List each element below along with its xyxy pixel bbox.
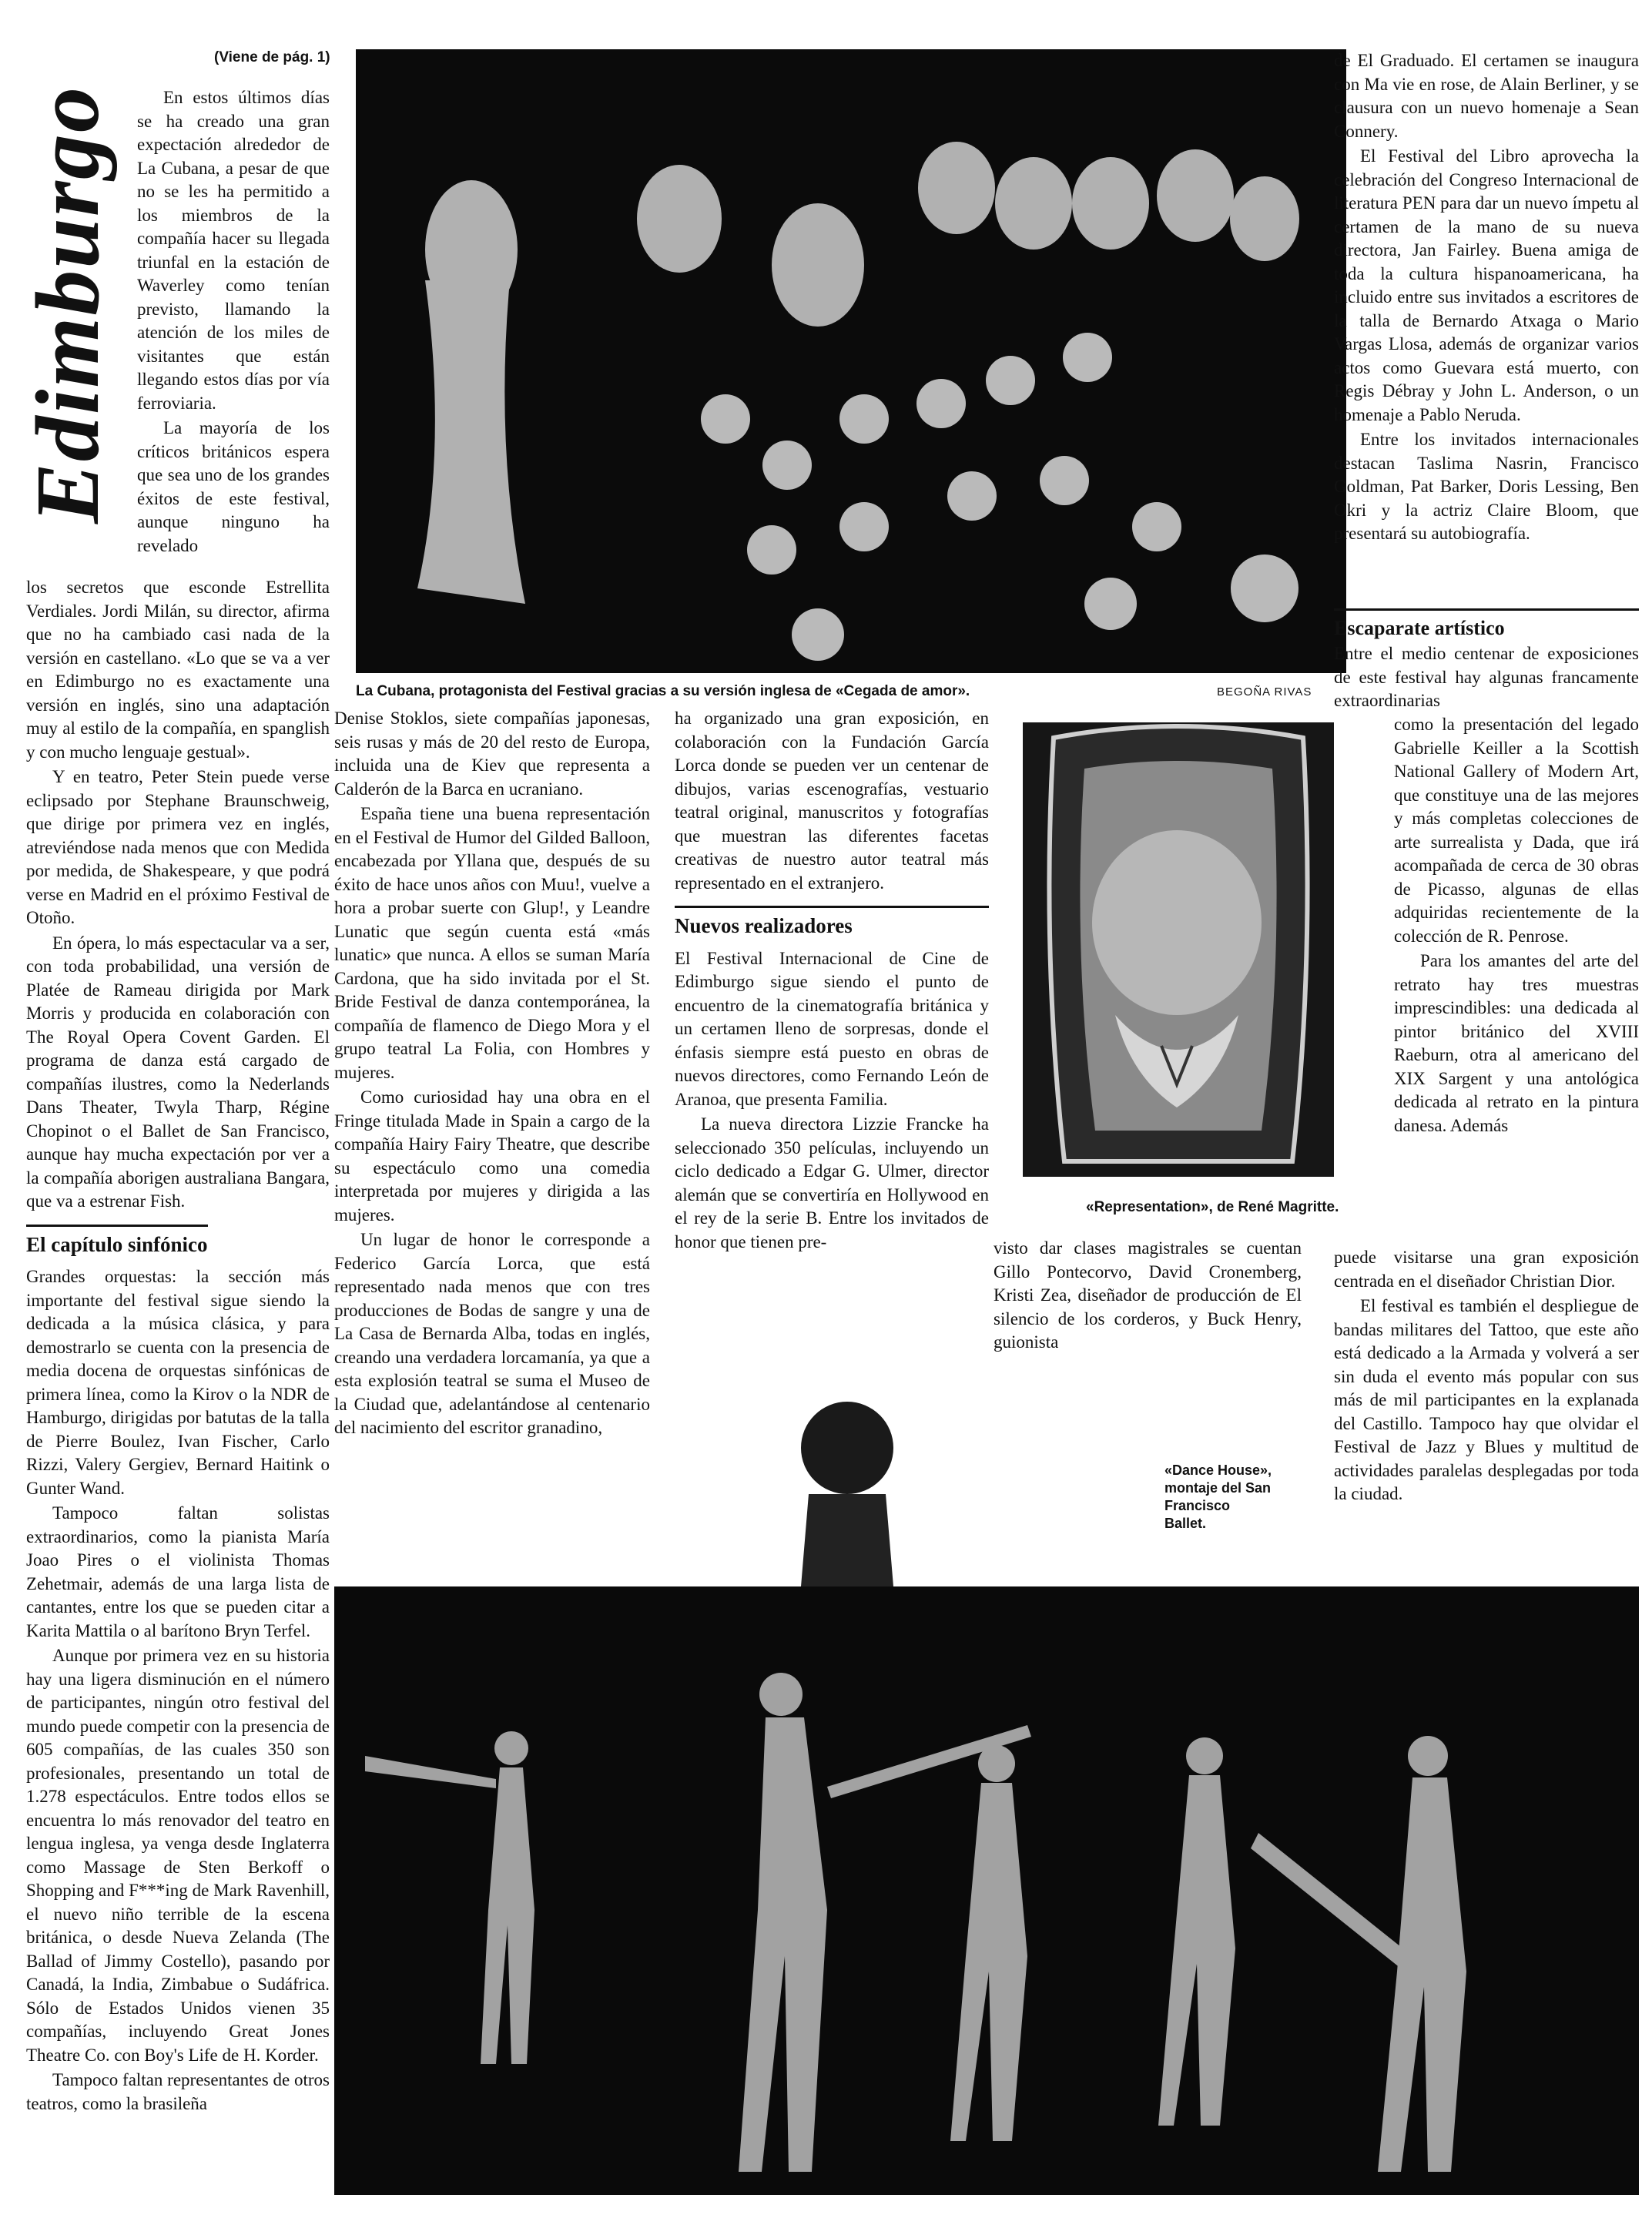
subheading-realizadores: Nuevos realizadores — [675, 906, 989, 938]
paragraph: Para los amantes del arte del retrato hay tres muestras imprescindibles: una dedicada al pintor británico del XVIII Raeburn, otra al americano del XIX Sargent y una antológica dedicada al retrato en la pintura danesa. Además — [1394, 951, 1639, 1135]
article-col1-top — [137, 86, 330, 576]
article-col4 — [994, 1237, 1302, 1360]
paragraph: El festival es también el despliegue de bandas militares del Tattoo, que este año está dedicado a la Armada y volverá a ser sin duda el evento más popular con sus más de mil participantes en la explanada del Castillo. Tampoco hay que olvidar el Festival de Jazz y Blues y multitud de actividades paralelas desplegadas por toda la ciudad. — [1334, 1296, 1639, 1503]
theater-scene-image — [356, 49, 1346, 673]
caption-ballet: «Dance House», montaje del San Francisco Ballet. — [1164, 1462, 1272, 1531]
paragraph: Entre los invitados internacionales destacan Taslima Nasrin, Francisco Goldman, Pat Barker, Doris Lessing, Ben Okri y la actriz Claire Bloom, que presentará su autobiografía. — [1334, 430, 1639, 543]
paragraph: La nueva directora Lizzie Francke ha seleccionado 350 películas, incluyendo un ciclo dedicado a Edgar G. Ulmer, director alemán que se convertiría en Hollywood en el rey de la serie B. Entre los invitados de honor que tienen pre- — [675, 1114, 989, 1251]
paragraph: España tiene una buena representación en el Festival de Humor del Gilded Balloon, encabezada por Yllana que, después de su éxito de hace unos años con Muu!, vuelve a hora a probar suerte con Glup!, y Leandre Lunatic que según cuenta está «más lunatic» que nunca. A ellos se suman María Cardona, que ha sido invitada por el St. Bride Festival de danza contemporánea, la compañía de flamenco de Diego Mora y el grupo teatral La Folia, con Hombres y mujeres. — [334, 804, 650, 1082]
paragraph: los secretos que esconde Estrellita Verdiales. Jordi Milán, su director, afirma que no ha cambiado casi nada de la versión en castellano. «Lo que se va a ver en Edimburgo no es exactamente una versión en inglés, sino una adaptación muy al estilo de la compañía, en spanglish y con mucho lenguaje gestual». — [26, 578, 330, 762]
article-col2 — [334, 707, 650, 1546]
paragraph: Aunque por primera vez en su historia hay una ligera disminución en el número de participantes, ningún otro festival del mundo puede competir con la presencia de 605 compañías, de las cuales 350 son profesionales, presentando un total de 1.278 espectáculos. Entre todos ellos se encuentra lo más renovador del teatro en lengua inglesa, ya venga desde Inglaterra como Massage de Sten Berkoff o Shopping and F***ing de Mark Ravenhill, el nuevo niño terrible de la escena británica, o desde Nueva Zelanda (The Ballad of Jimmy Costello), pasando por Canadá, la India, Zimbabue o Sudáfrica. Sólo de Estados Unidos vienen 35 compañías, incluyendo Great Jones Theatre Co. con Boy's Life de H. Korder. — [26, 1646, 330, 2065]
continuation-note: (Viene de pág. 1) — [214, 49, 330, 65]
photo-la-cubana — [356, 49, 1346, 673]
article-col5-lead — [1334, 642, 1639, 713]
article-col5-top — [1334, 49, 1639, 604]
paragraph: visto dar clases magistrales se cuentan Gillo Pontecorvo, David Cronemberg, Kristi Zea, diseñador de producción de El silencio de los corderos, y Buck Henry, guionista — [994, 1238, 1302, 1352]
paragraph: Como curiosidad hay una obra en el Fringe titulada Made in Spain a cargo de la compañía Hairy Fairy Theatre, que describe su espectáculo como una comedia interpretada por mujeres y dirigida a las mujeres. — [334, 1087, 650, 1225]
paragraph: Denise Stoklos, siete compañías japonesas, seis rusas y más de 20 del resto de Europa, incluida una de Kiev que representa a Calderón de la Barca en ucraniano. — [334, 709, 650, 799]
photo-credit: BEGOÑA RIVAS — [1217, 685, 1312, 699]
paragraph: En ópera, lo más espectacular va a ser, con toda probabilidad, una versión de Platée de Rameau dirigida por Mark Morris y producida en colaboración con The Royal Opera Covent Garden. El programa de danza está cargado de compañías ilustres, como la Nederlands Dans Theater, Twyla Tharp, Régine Chopinot o el Ballet de San Francisco, aunque hay mucha expectación por ver a la compañía aborigen australiana Bangara, que va a estrenar Fish. — [26, 933, 330, 1211]
dancer-silhouette-image — [778, 1394, 901, 1586]
paragraph: Grandes orquestas: la sección más importante del festival sigue siendo la dedicada a la música clásica, y para demostrarlo se cuenta con la presencia de media docena de orquestas sinfónicas de primera línea, como la Kirov o la NDR de Hamburgo, dirigidas por batutas de la talla de Pierre Boulez, Ivan Fischer, Carlo Rizzi, Valery Gergiev, Bernard Haitink o Gunter Wand. — [26, 1267, 330, 1498]
paragraph: como la presentación del legado Gabrielle Keiller a la Scottish National Gallery of Modern Art, que constituye una de las mejores y más completas colecciones de arte surrealista y Dada, que irá acompañada de cerca de 30 obras de Picasso, algunas de ellas adquiridas recientemente de la colección de R. Penrose. — [1394, 715, 1639, 946]
article-col3 — [675, 707, 989, 1446]
caption-magritte: «Representation», de René Magritte. — [1086, 1199, 1339, 1215]
paragraph: ha organizado una gran exposición, en colaboración con la Fundación García Lorca donde se pueden ver un centenar de dibujos, varias escenografías, vestuario teatral original, manuscritos y fotografías que muestran las diferentes facetas creativas de nuestro autor teatral más representado en el extranjero. — [675, 709, 989, 893]
paragraph: Tampoco faltan representantes de otros teatros, como la brasileña — [26, 2070, 330, 2113]
paragraph: Tampoco faltan solistas extraordinarios, como la pianista María Joao Pires o el violinista Thomas Zehetmair, además de una larga lista de cantantes, entre los que se pueden citar a Karita Mattila o al barítono Bryn Terfel. — [26, 1503, 330, 1640]
ballet-dancers-image — [334, 1586, 1639, 2195]
subheading-sinfonico: El capítulo sinfónico — [26, 1225, 208, 1257]
photo-ballet — [334, 1586, 1639, 2195]
paragraph: La mayoría de los críticos británicos espera que sea uno de los grandes éxitos de este festival, aunque ninguno ha revelado — [137, 418, 330, 555]
ballet-dancer-overlap — [778, 1394, 901, 1586]
paragraph: puede visitarse una gran exposición centrada en el diseñador Christian Dior. — [1334, 1248, 1639, 1291]
article-col5-bottom — [1334, 1246, 1639, 1539]
paragraph: El Festival del Libro aprovecha la celebración del Congreso Internacional de literatura PEN para dar un nuevo ímpetu al certamen de la mano de su nueva directora, Jan Fairley. Buena amiga de toda la cultura hispanoamericana, ha incluido entre sus invitados a escritores de la talla de Bernardo Atxaga o Mario Vargas Llosa, además de organizar varios actos como Guevara está muerto, con Regis Débray y John L. Anderson, o un homenaje a Pablo Neruda. — [1334, 146, 1639, 424]
paragraph: Un lugar de honor le corresponde a Federico García Lorca, que está representado nada menos que con tres producciones de Bodas de sangre y una de La Casa de Bernarda Alba, todas en inglés, creando una verdadera lorcamanía, ya que a esta explosión teatral se suma el Museo de la Ciudad que, adelantándose al centenario del nacimiento del escritor granadino, — [334, 1230, 650, 1437]
magritte-painting-image — [1023, 722, 1334, 1177]
photo-magritte — [1023, 722, 1334, 1177]
paragraph: El Festival Internacional de Cine de Edimburgo sigue siendo el punto de encuentro de la cinematografía británica y un certamen lleno de sorpresas, donde el énfasis siempre está puesto en obras de nuevos directores, como Fernando León de Aranoa, que presenta Familia. — [675, 948, 989, 1109]
section-title: Edimburgo — [17, 85, 118, 524]
article-col1 — [26, 576, 330, 2193]
caption-la-cubana: La Cubana, protagonista del Festival gracias a su versión inglesa de «Cegada de amor». — [356, 683, 970, 699]
article-col5-narrow — [1394, 713, 1639, 1245]
paragraph: Entre el medio centenar de exposiciones de este festival hay algunas francamente extraordinarias — [1334, 644, 1639, 710]
paragraph: Y en teatro, Peter Stein puede verse eclipsado por Stephane Braunschweig, que dirige por primera vez en inglés, atreviéndose nada menos que con Medida por medida, de Shakespeare, y que podrá verse en Madrid en el próximo Festival de Otoño. — [26, 767, 330, 927]
paragraph: de El Graduado. El certamen se inaugura con Ma vie en rose, de Alain Berliner, y se clausura con un nuevo homenaje a Sean Connery. — [1334, 51, 1639, 141]
paragraph: En estos últimos días se ha creado una gran expectación alrededor de La Cubana, a pesar de que no se les ha permitido a los miembros de la compañía hacer su llegada triunfal en la estación de Waverley como tenían previsto, llamando la atención de los miles de visitantes que están llegando estos días por vía ferroviaria. — [137, 88, 330, 413]
subheading-escaparate: Escaparate artístico — [1334, 608, 1639, 640]
